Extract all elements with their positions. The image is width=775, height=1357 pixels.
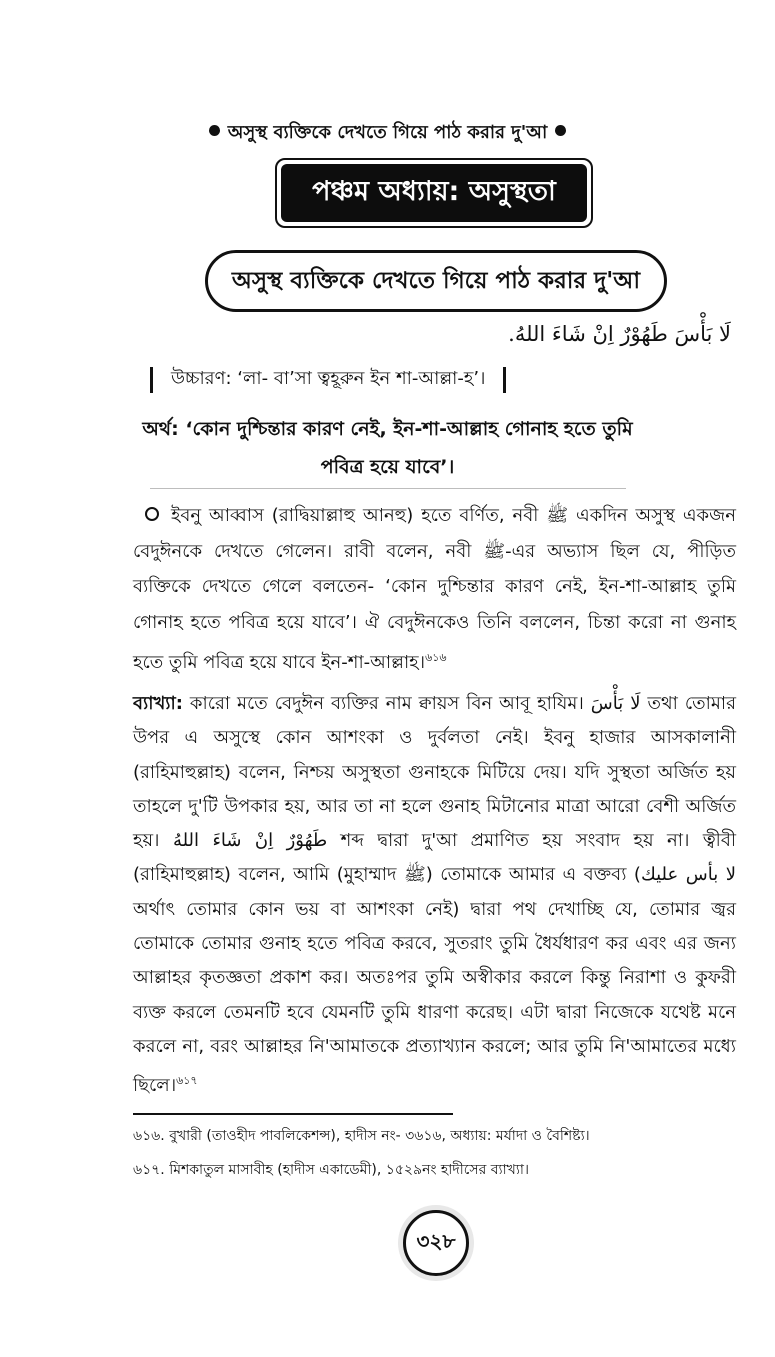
chapter-title: পঞ্চম অধ্যায়: অসুস্থতা [281,164,587,222]
running-header-text: অসুস্থ ব্যক্তিকে দেখতে গিয়ে পাঠ করার দু'আ [227,122,548,143]
bullet-dot-right [555,125,566,136]
explanation-part-1: কারো মতে বেদুঈন ব্যক্তির নাম ক্বায়স বিন আবূ হাযিম। [189,693,584,714]
footnote-616: ৬১৬. বুখারী (তাওহীদ পাবলিকেশন্স), হাদীস নং- ৩৬১৬, অধ্যায়: মর্যাদা ও বৈশিষ্ট্য। [133,1128,590,1144]
footnote-617: ৬১৭. মিশকাতুল মাসাবীহ (হাদীস একাডেমী), ১৫২৯নং হাদীসের ব্যাখ্যা। [133,1162,529,1178]
explanation-arabic-1: لَا بَأْسَ [590,693,641,714]
chapter-title-box [275,158,593,228]
footnote-ref-616: ৬১৬ [425,651,447,664]
bullet-dot-left [209,125,220,136]
pronunciation-text: উচ্চারণ: ‘লা- বা’সা ত্বহূরুন ইন শা-আল্লা-হ’। [171,368,486,389]
page-number: ৩২৮ [403,1210,469,1276]
pronunciation-line [132,364,524,395]
meaning-label: অর্থ: [142,418,179,440]
left-bar [150,367,153,393]
explanation-arabic-2: طَهُوْرٌ اِنْ شَاءَ اللهُ [172,830,328,852]
meaning-block [120,410,655,486]
explanation-part-3: শব্দ দ্বারা দু'আ প্রমাণিত হয় সংবাদ হয় না। ত্বীবী (রাহিমাহুল্লাহ) বলেন, আমি (মুহাম্মাদ ﷺ) তোমাকে আমার এ বক্তব্য ( [133,830,736,886]
explanation-part-4: অর্থাৎ তোমার কোন ভয় বা আশংকা নেই) দ্বারা পথ দেখাচ্ছি যে, তোমার জ্বর তোমাকে তোমার গুনাহ হতে পবিত্র করবে, সুতরাং তুমি ধৈর্যধারণ কর এবং এর জন্য আল্লাহর কৃতজ্ঞতা প্রকাশ কর। অতঃপর তুমি অস্বীকার করলে কিন্তু নিরাশা ও কুফরী ব্যক্ত করলে তেমনটি হবে যেমনটি তুমি ধারণা করেছ। এটা দ্বারা নিজেকে যথেষ্ট মনে করলে না, বরং আল্লাহর নি'আমাতকে প্রত্যাখ্যান করলে; আর তুমি নি'আমাতের মধ্যে ছিলে। [133,898,736,1097]
arabic-dua: لَا بَأْسَ طَهُوْرٌ اِنْ شَاءَ اللهُ. [508,322,731,346]
running-header [0,118,775,149]
explanation-paragraph [133,687,736,1104]
separator-rule [150,488,626,489]
right-bar [503,367,506,393]
hadith-paragraph [133,498,736,681]
explanation-arabic-3: لا بأس عليك [640,864,736,886]
explanation-part-2: তথা তোমার উপর এ অসুস্থে কোন আশংকা ও দুর্বলতা নেই। ইবনু হাজার আসকালানী (রাহিমাহুল্লাহ) বলেন, নিশ্চয় অসুস্থতা গুনাহকে মিটিয়ে দেয়। যদি সুস্থতা অর্জিত হয় তাহলে দু'টি উপকার হয়, আর তা না হলে গুনাহ মিটানোর মাত্রা আরো বেশী অর্জিত হয়। [133,693,736,852]
meaning-text: ‘কোন দুশ্চিন্তার কারণ নেই, ইন-শা-আল্লাহ গোনাহ হতে তুমি পবিত্র হয়ে যাবে’। [185,418,633,478]
explanation-label: ব্যাখ্যা: [133,693,183,714]
hadith-text: ইবনু আব্বাস (রাদ্বিয়াল্লাহু আনহু) হতে বর্ণিত, নবী ﷺ একদিন অসুস্থ একজন বেদুঈনকে দেখতে গেলেন। রাবী বলেন, নবী ﷺ-এর অভ্যাস ছিল যে, পীড়িত ব্যক্তিকে দেখতে গেলে বলতেন- ‘কোন দুশ্চিন্তার কারণ নেই, ইন-শা-আল্লাহ তুমি গোনাহ হতে পবিত্র হয়ে যাবে’। ঐ বেদুঈনকেও তিনি বললেন, চিন্তা করো না গুনাহ হতে তুমি পবিত্র হয়ে যাবে ইন-শা-আল্লাহ। [133,505,736,673]
circle-bullet-icon [145,507,159,521]
section-title: অসুস্থ ব্যক্তিকে দেখতে গিয়ে পাঠ করার দু'আ [205,250,667,312]
footnote-ref-617: ৬১৭ [176,1074,198,1088]
footnote-rule [133,1113,453,1115]
